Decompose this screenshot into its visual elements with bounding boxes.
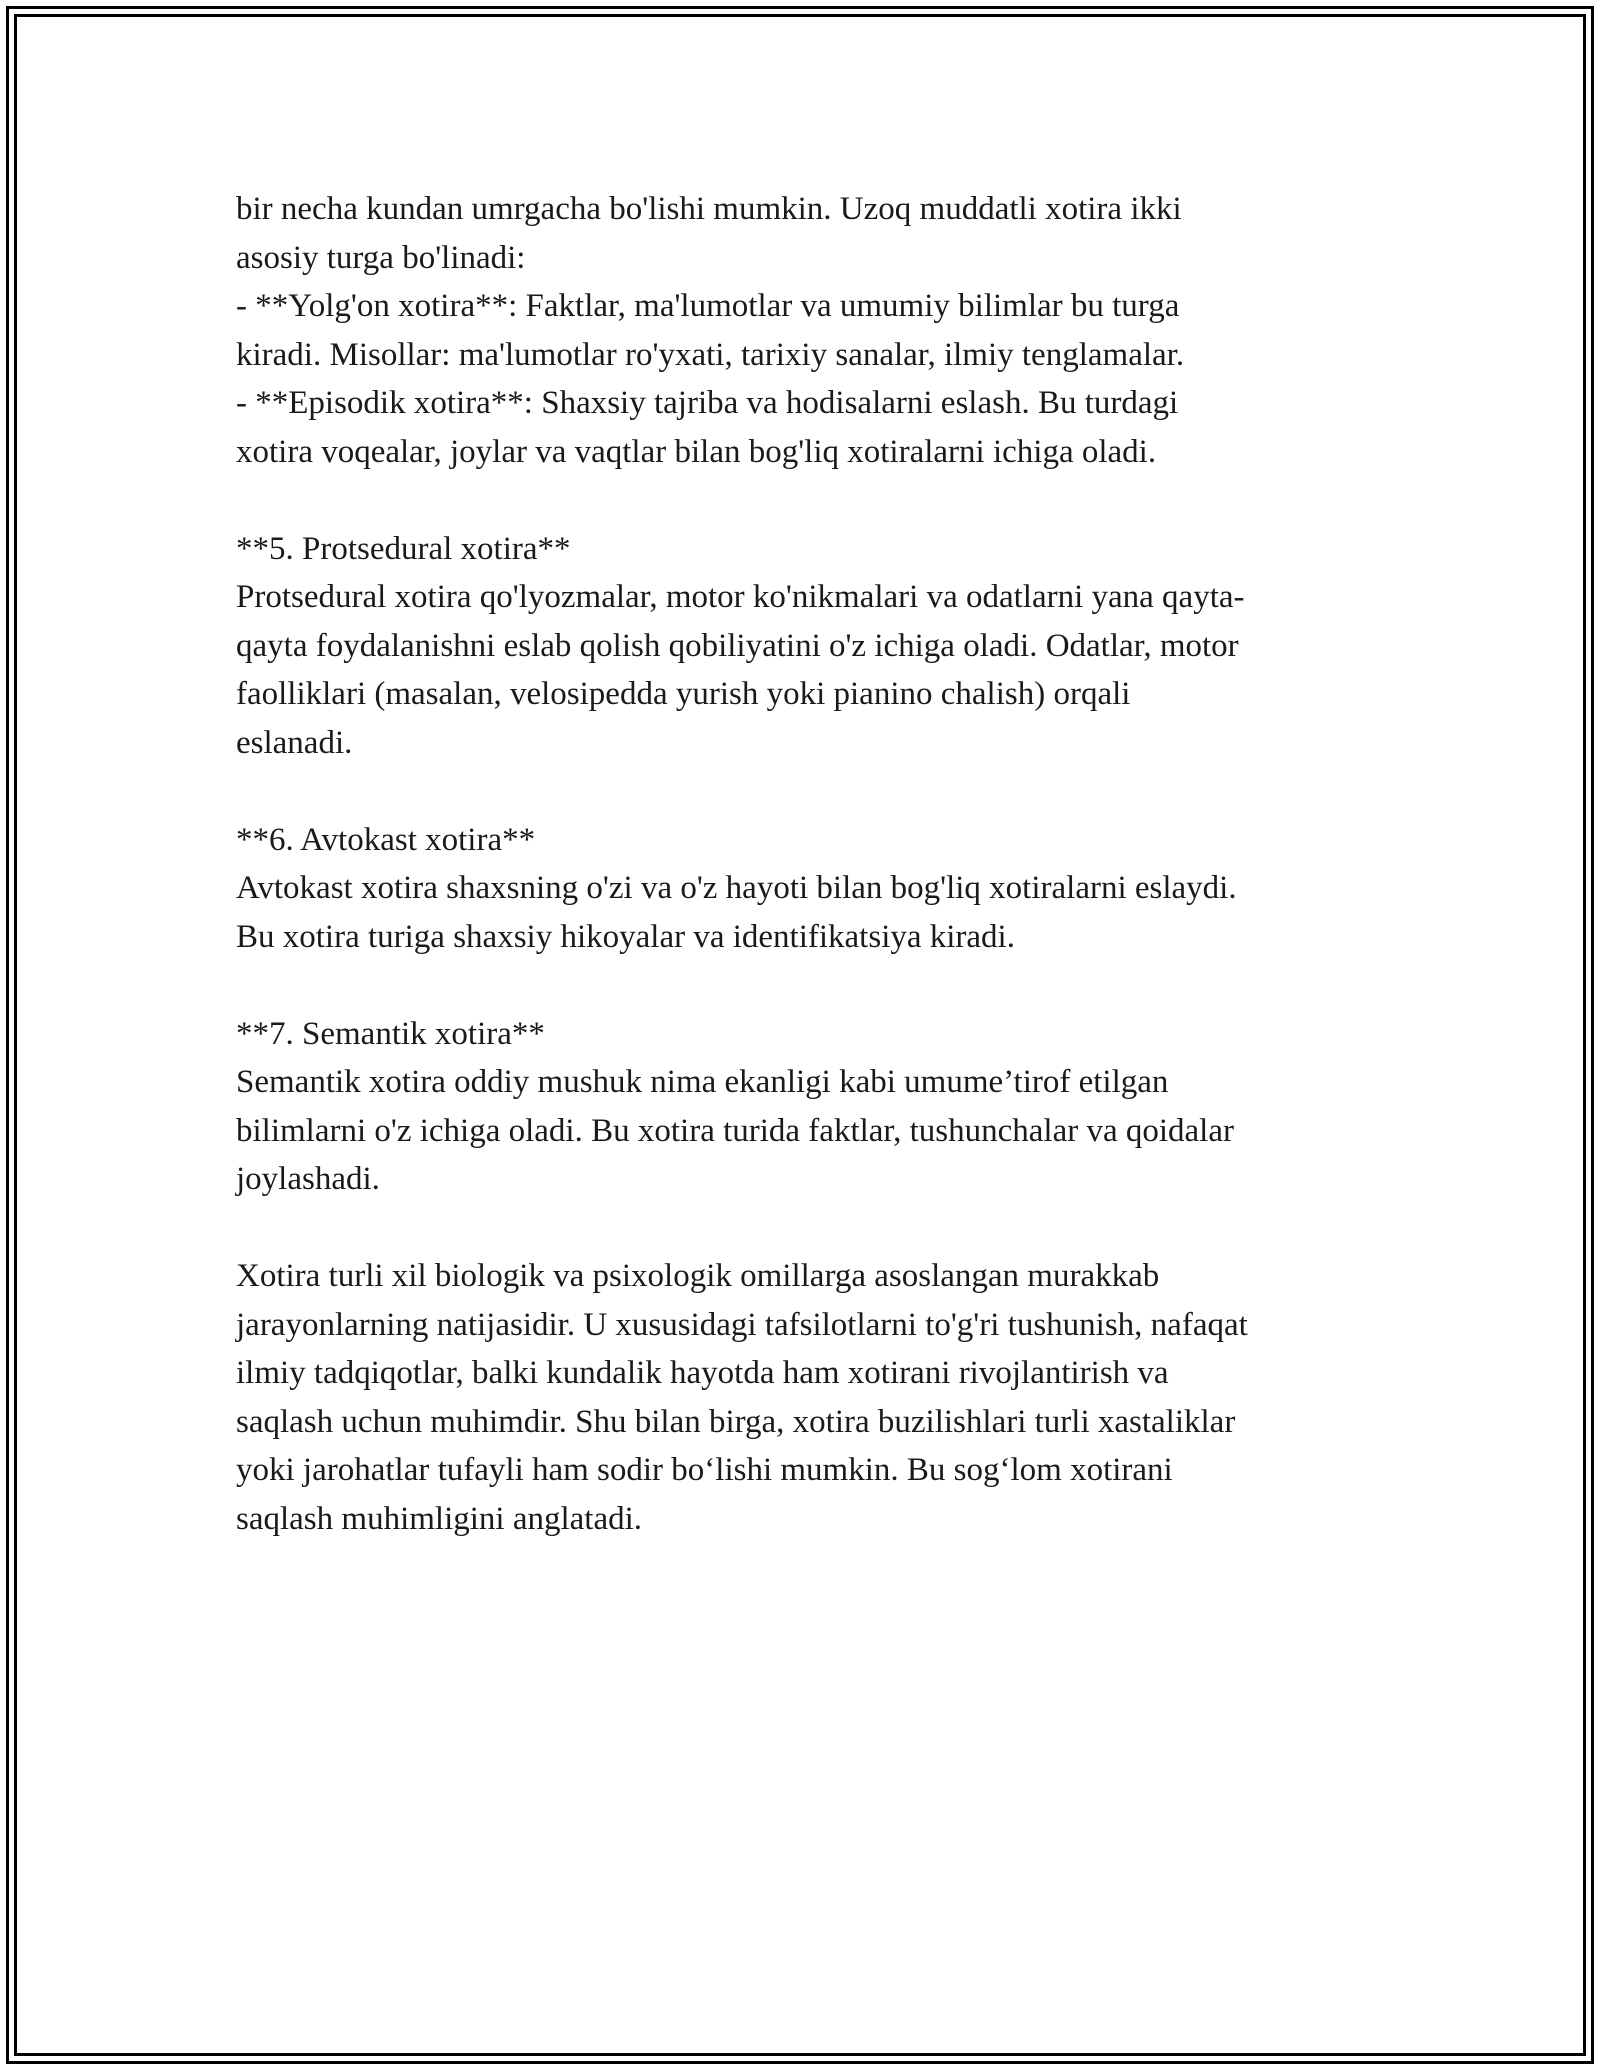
text-line: Protsedural xotira qo'lyozmalar, motor ko'nikmalari va odatlarni yana qayta- <box>236 579 1245 615</box>
document-body <box>236 185 1376 1543</box>
text-line: - **Episodik xotira**: Shaxsiy tajriba va hodisalarni eslash. Bu turdagi <box>236 385 1179 421</box>
text-line: Xotira turli xil biologik va psixologik omillarga asoslangan murakkab <box>236 1258 1160 1294</box>
paragraph-gap <box>236 1204 1376 1253</box>
text-line: qayta foydalanishni eslab qolish qobiliyatini o'z ichiga oladi. Odatlar, motor <box>236 627 1239 664</box>
text-line: xotira voqealar, joylar va vaqtlar bilan bog'liq xotiralarni ichiga oladi. <box>236 433 1157 470</box>
text-line: asosiy turga bo'linadi: <box>236 239 526 276</box>
paragraph-long-term-memory <box>236 185 1376 476</box>
text-line: saqlash muhimligini anglatadi. <box>236 1500 643 1537</box>
text-line: Bu xotira turiga shaxsiy hikoyalar va identifikatsiya kiradi. <box>236 918 1015 955</box>
text-line: yoki jarohatlar tufayli ham sodir bo‘lishi mumkin. Bu sog‘lom xotirani <box>236 1452 1173 1488</box>
text-line: - **Yolg'on xotira**: Faktlar, ma'lumotlar va umumiy bilimlar bu turga <box>236 288 1180 324</box>
section-autobiographical-memory <box>236 816 1376 962</box>
text-line: saqlash uchun muhimdir. Shu bilan birga, xotira buzilishlari turli xastaliklar <box>236 1403 1236 1440</box>
section-procedural-memory <box>236 525 1376 768</box>
text-line: eslanadi. <box>236 724 353 761</box>
paragraph-gap <box>236 767 1376 816</box>
section-heading: **6. Avtokast xotira** <box>236 821 536 858</box>
text-line: bilimlarni o'z ichiga oladi. Bu xotira turida faktlar, tushunchalar va qoidalar <box>236 1112 1234 1149</box>
text-line: Avtokast xotira shaxsning o'zi va o'z hayoti bilan bog'liq xotiralarni eslaydi. <box>236 870 1237 906</box>
section-semantic-memory <box>236 1010 1376 1204</box>
text-line: kiradi. Misollar: ma'lumotlar ro'yxati, tarixiy sanalar, ilmiy tenglamalar. <box>236 336 1185 373</box>
paragraph-conclusion <box>236 1252 1376 1543</box>
section-heading: **5. Protsedural xotira** <box>236 530 571 567</box>
text-line: jarayonlarning natijasidir. U xususidagi tafsilotlarni to'g'ri tushunish, nafaqat <box>236 1306 1248 1343</box>
text-line: ilmiy tadqiqotlar, balki kundalik hayotda ham xotirani rivojlantirish va <box>236 1355 1169 1391</box>
text-line: Semantik xotira oddiy mushuk nima ekanligi kabi umume’tirof etilgan <box>236 1064 1169 1100</box>
paragraph-gap <box>236 476 1376 525</box>
text-line: faolliklari (masalan, velosipedda yurish yoki pianino chalish) orqali <box>236 676 1131 712</box>
paragraph-gap <box>236 961 1376 1010</box>
text-line: joylashadi. <box>236 1161 380 1197</box>
section-heading: **7. Semantik xotira** <box>236 1015 545 1052</box>
text-line: bir necha kundan umrgacha bo'lishi mumkin. Uzoq muddatli xotira ikki <box>236 191 1182 227</box>
